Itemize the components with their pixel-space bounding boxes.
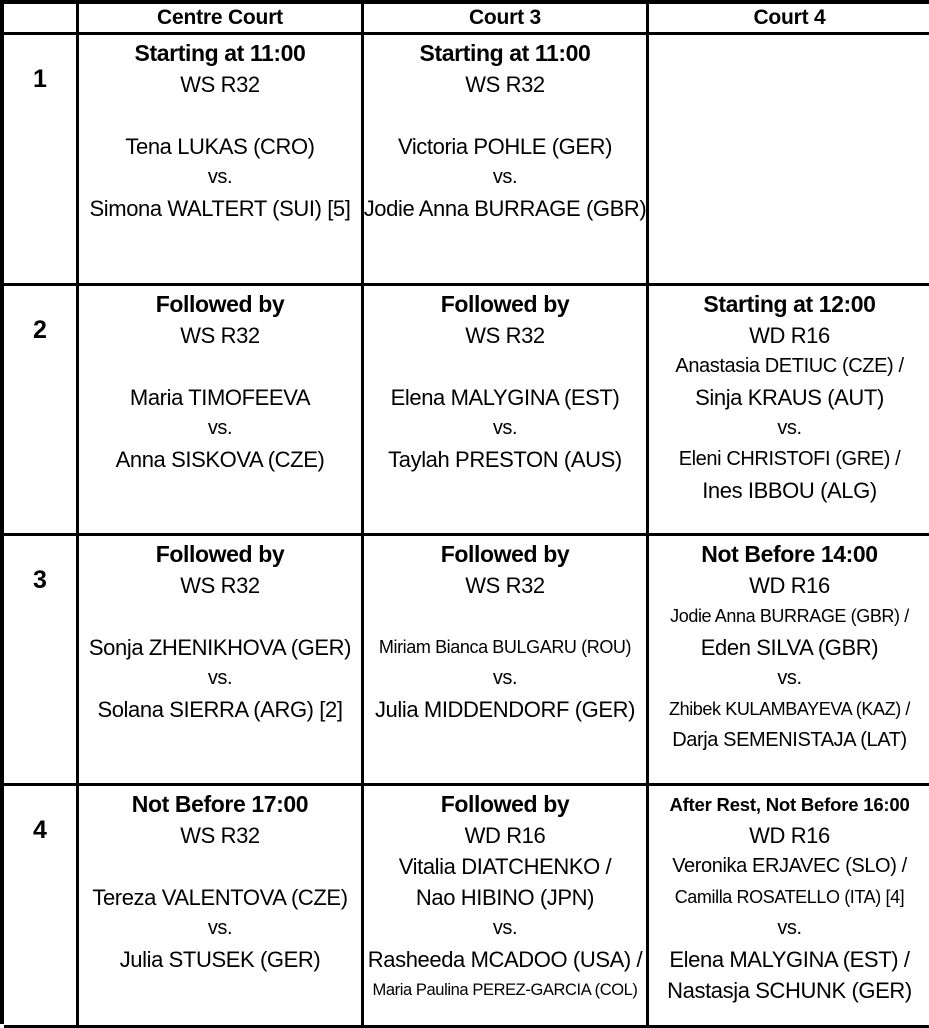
match-cell-r3-court-3 — [364, 536, 649, 786]
player-name: Anna SISKOVA (CZE) — [115, 446, 325, 472]
spacer-line — [79, 224, 361, 255]
vs-separator: vs. — [777, 917, 802, 939]
vs-separator: vs. — [492, 417, 518, 439]
schedule-note: Starting at 12:00 — [703, 291, 876, 317]
match-cell-r2-centre-court — [79, 286, 364, 536]
schedule-note: Not Before 14:00 — [701, 541, 878, 567]
schedule-note: After Rest, Not Before 16:00 — [669, 793, 910, 815]
player-name: Miriam Bianca BULGARU (ROU) — [378, 637, 632, 657]
spacer-line — [364, 601, 646, 632]
spacer-line — [649, 131, 929, 162]
event-round: WS R32 — [465, 322, 545, 348]
schedule-note: Followed by — [440, 541, 570, 567]
player-name: Solana SIERRA (ARG) [2] — [97, 696, 343, 722]
player-name: Julia STUSEK (GER) — [119, 946, 321, 972]
player-name: Eleni CHRISTOFI (GRE) / — [678, 448, 901, 470]
spacer-line — [79, 725, 361, 756]
player-name: Sonja ZHENIKHOVA (GER) — [88, 634, 352, 660]
vs-separator: vs. — [777, 667, 802, 689]
match-cell-r3-centre-court — [79, 536, 364, 786]
spacer-line — [649, 69, 929, 100]
spacer-line — [364, 100, 646, 131]
spacer-line — [364, 351, 646, 382]
vs-separator: vs. — [492, 166, 518, 188]
player-name: Jodie Anna BURRAGE (GBR) / — [670, 606, 909, 626]
event-round: WD R16 — [749, 822, 830, 848]
vs-separator: vs. — [492, 667, 518, 689]
spacer-line — [79, 975, 361, 1006]
event-round: WS R32 — [180, 71, 260, 97]
player-name: Julia MIDDENDORF (GER) — [374, 696, 636, 722]
vs-separator: vs. — [777, 417, 802, 439]
match-cell-r4-court-4 — [649, 786, 929, 1028]
player-name: Nao HIBINO (JPN) — [415, 884, 595, 910]
player-name: Maria Paulina PEREZ-GARCIA (COL) — [372, 981, 638, 999]
schedule-note: Followed by — [155, 291, 285, 317]
spacer-line — [364, 725, 646, 756]
event-round: WS R32 — [180, 822, 260, 848]
match-cell-r2-court-4 — [649, 286, 929, 536]
spacer-line — [79, 601, 361, 632]
match-cell-r4-centre-court — [79, 786, 364, 1028]
spacer-line — [79, 100, 361, 131]
player-name: Maria TIMOFEEVA — [129, 384, 311, 410]
schedule-note: Starting at 11:00 — [134, 40, 306, 66]
corner-cell — [4, 4, 79, 35]
row-number: 4 — [4, 786, 79, 1028]
event-round: WD R16 — [464, 822, 546, 848]
column-header-court-3: Court 3 — [364, 4, 649, 35]
player-name: Simona WALTERT (SUI) [5] — [89, 195, 351, 221]
schedule-note: Followed by — [440, 791, 570, 817]
match-cell-r3-court-4 — [649, 536, 929, 786]
match-cell-r1-court-4-empty — [649, 35, 929, 286]
vs-separator: vs. — [207, 166, 233, 188]
player-name: Tereza VALENTOVA (CZE) — [92, 884, 348, 910]
player-name: Taylah PRESTON (AUS) — [388, 446, 622, 472]
match-cell-r2-court-3 — [364, 286, 649, 536]
spacer-line — [364, 224, 646, 255]
event-round: WD R16 — [749, 322, 830, 348]
column-header-court-4: Court 4 — [649, 4, 929, 35]
event-round: WS R32 — [180, 572, 260, 598]
player-name: Nastasja SCHUNK (GER) — [667, 977, 912, 1003]
spacer-line — [649, 100, 929, 131]
player-name: Zhibek KULAMBAYEVA (KAZ) / — [668, 699, 910, 719]
event-round: WS R32 — [465, 71, 545, 97]
schedule-note: Starting at 11:00 — [419, 40, 591, 66]
player-name: Camilla ROSATELLO (ITA) [4] — [674, 887, 905, 907]
match-cell-r1-court-3 — [364, 35, 649, 286]
player-name: Eden SILVA (GBR) — [700, 634, 879, 660]
schedule-note: Followed by — [440, 291, 570, 317]
spacer-line — [364, 475, 646, 506]
spacer-line — [79, 475, 361, 506]
schedule-note: Not Before 17:00 — [131, 791, 309, 817]
player-name: Darja SEMENISTAJA (LAT) — [672, 729, 907, 751]
vs-separator: vs. — [207, 917, 233, 939]
spacer-line — [79, 851, 361, 882]
vs-separator: vs. — [492, 917, 518, 939]
player-name: Rasheeda MCADOO (USA) / — [367, 946, 643, 972]
spacer-line — [649, 38, 929, 69]
player-name: Elena MALYGINA (EST) / — [669, 946, 910, 972]
spacer-line — [649, 224, 929, 255]
spacer-line — [79, 351, 361, 382]
event-round: WD R16 — [749, 572, 830, 598]
player-name: Veronika ERJAVEC (SLO) / — [672, 855, 907, 877]
player-name: Elena MALYGINA (EST) — [390, 384, 620, 410]
player-name: Tena LUKAS (CRO) — [125, 133, 315, 159]
vs-separator: vs. — [207, 417, 233, 439]
spacer-line — [649, 162, 929, 193]
player-name: Anastasia DETIUC (CZE) / — [675, 355, 904, 377]
schedule-note: Followed by — [155, 541, 285, 567]
player-name: Jodie Anna BURRAGE (GBR) — [364, 195, 647, 221]
row-number: 1 — [4, 35, 79, 286]
column-header-centre-court: Centre Court — [79, 4, 364, 35]
spacer-line — [649, 193, 929, 224]
player-name: Vitalia DIATCHENKO / — [398, 853, 612, 879]
player-name: Ines IBBOU (ALG) — [702, 477, 877, 503]
match-cell-r4-court-3 — [364, 786, 649, 1028]
row-number: 2 — [4, 286, 79, 536]
event-round: WS R32 — [180, 322, 260, 348]
player-name: Sinja KRAUS (AUT) — [695, 384, 884, 410]
row-number: 3 — [4, 536, 79, 786]
match-cell-r1-centre-court — [79, 35, 364, 286]
event-round: WS R32 — [465, 572, 545, 598]
vs-separator: vs. — [207, 667, 233, 689]
player-name: Victoria POHLE (GER) — [397, 133, 613, 159]
